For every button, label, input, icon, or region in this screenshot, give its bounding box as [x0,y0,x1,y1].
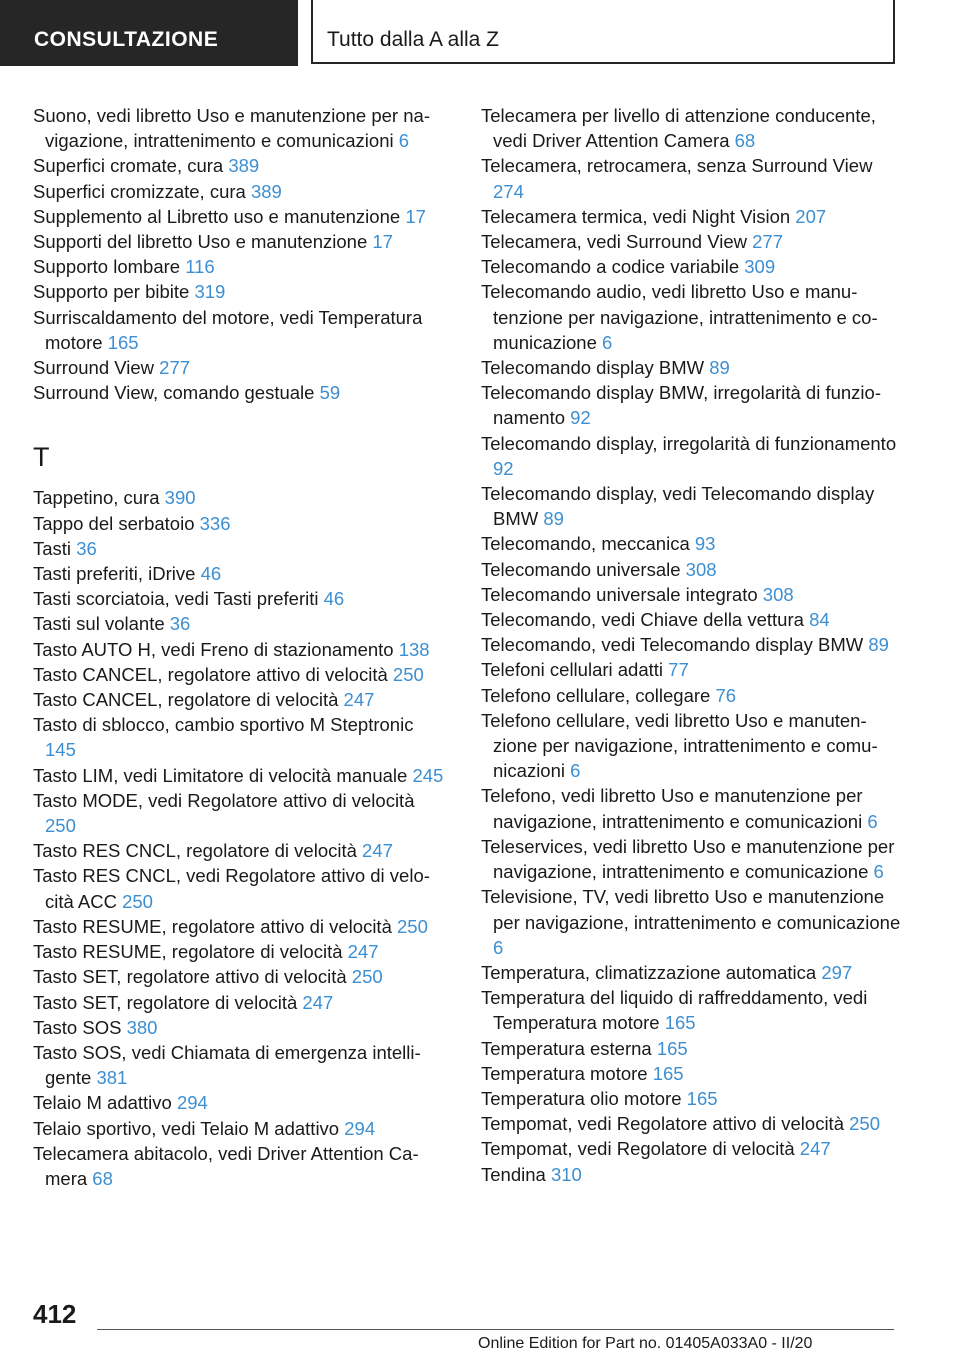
index-entry [481,557,901,582]
index-letter-heading: T [33,442,50,473]
index-entry [481,632,901,657]
index-entry-text: Telaio M adattivo [33,1092,177,1114]
index-entry-text: Tappetino, cura [33,487,165,509]
index-entry [33,1141,448,1191]
index-entry [33,1015,448,1040]
index-entry [481,1111,901,1136]
index-entry [33,586,448,611]
index-entry [481,985,901,1035]
index-entry [33,204,448,229]
index-entry [481,683,901,708]
index-entry-text: Telaio sportivo, vedi Telaio M adattivo [33,1117,345,1139]
page-reference-link[interactable]: 247 [302,991,334,1013]
index-entry [481,607,901,632]
index-entry [481,1086,901,1111]
page-reference-link[interactable]: 6 [867,810,878,832]
index-entry [481,279,901,355]
page-number: 412 [33,1299,77,1329]
page-reference-link[interactable]: 6 [398,130,410,152]
index-entry-text: Superfici cromate, cura [33,155,229,177]
page-reference-link[interactable]: 294 [344,1117,376,1139]
page-reference-link[interactable]: 6 [873,861,884,883]
index-entry-text: Telecomando, meccanica [481,533,695,555]
index-entry [33,637,448,662]
page-reference-link[interactable]: 36 [169,613,191,635]
index-entry-text: Temperatura esterna [481,1037,657,1059]
index-entry-text: Telecomando display BMW, irregolarità di funzionamento [481,382,881,429]
index-entry-text: Televisione, TV, vedi libretto Uso e manutenzione per navigazione, intrattenimento e comunicazione [481,886,901,933]
index-entry [481,582,901,607]
page-reference-link[interactable]: 76 [715,684,737,706]
index-entry [481,884,901,960]
page-reference-link[interactable]: 297 [821,961,853,983]
index-entry-text: Temperatura del liquido di raffreddamento, vedi Temperatura motore [481,987,868,1034]
page-reference-link[interactable]: 68 [92,1167,113,1189]
index-entry [481,834,901,884]
index-entry [33,279,448,304]
index-entry-text: Telecomando display, irregolarità di funzionamento [481,432,897,454]
page-reference-link[interactable]: 207 [795,205,827,227]
index-entry [481,657,901,682]
page-reference-link[interactable]: 6 [602,331,613,353]
index-entry-text: Tasti scorciatoia, vedi Tasti preferiti [33,588,324,610]
index-entry-text: Tasto di sblocco, cambio sportivo M Steptronic [33,714,414,736]
page-reference-link[interactable]: 319 [194,281,226,303]
index-entry [33,485,448,510]
index-entry [33,838,448,863]
index-entry-text: Tasto SET, regolatore di velocità [33,991,303,1013]
index-entry [481,153,901,203]
page-reference-link[interactable]: 250 [45,815,76,837]
page-reference-link[interactable]: 245 [412,764,444,786]
index-entry [481,254,901,279]
index-entry [481,481,901,531]
index-entry-text: Tasto RESUME, regolatore attivo di velocità [33,915,397,937]
index-entry [481,531,901,556]
index-entry [33,229,448,254]
index-entry-text: Tasti preferiti, iDrive [33,563,201,585]
page-reference-link[interactable]: 17 [405,205,426,227]
index-entry-text: Telecamera abitacolo, vedi Driver Attention Camera [33,1142,419,1189]
index-entry-text: Suono, vedi libretto Uso e manutenzione per navigazione, intrattenimento e comunicazioni [33,105,430,152]
index-entry [481,783,901,833]
index-entry-text: Telecomando, vedi Telecomando display BMW [481,634,869,656]
index-entry [33,788,448,838]
page-reference-link[interactable]: 390 [164,487,196,509]
page-reference-link[interactable]: 93 [694,533,716,555]
page-reference-link[interactable]: 165 [107,331,139,353]
index-entry-text: Telecomando universale [481,558,686,580]
page-reference-link[interactable]: 380 [126,1016,158,1038]
page-reference-link[interactable]: 308 [685,558,717,580]
page-reference-link[interactable]: 250 [397,915,428,937]
index-entry-text: Telecomando display BMW [481,357,710,379]
page-reference-link[interactable]: 294 [176,1092,208,1114]
index-entry-text: Tasto SOS, vedi Chiamata di emergenza intelligente [33,1041,421,1089]
index-entry [33,561,448,586]
page-header [0,0,960,66]
index-entry [481,355,901,380]
index-entry-text: Supporto per bibite [33,281,195,303]
index-entry-text: Tendina [481,1163,551,1185]
index-entry [481,204,901,229]
index-entry [33,611,448,636]
page-reference-link[interactable]: 389 [228,155,260,177]
page-reference-link[interactable]: 165 [656,1037,688,1059]
index-entry-text: Temperatura, climatizzazione automatica [481,961,822,983]
section-tab: CONSULTAZIONE [0,0,298,66]
page-reference-link[interactable]: 250 [849,1113,881,1135]
page-reference-link[interactable]: 68 [734,130,756,152]
index-entry [33,254,448,279]
page-reference-link[interactable]: 6 [570,760,581,782]
index-entry [33,305,448,355]
index-entry [481,960,901,985]
page-reference-link[interactable]: 84 [809,609,830,631]
index-entry [33,153,448,178]
index-entry [33,1116,448,1141]
index-entry [481,229,901,254]
index-entry [33,1040,448,1090]
index-entry-text: Telecomando display, vedi Telecomando display BMW [481,483,875,530]
index-entry [33,662,448,687]
page-reference-link[interactable]: 165 [652,1062,684,1084]
page-reference-link[interactable]: 309 [744,256,776,278]
page-reference-link[interactable]: 89 [543,508,564,530]
page-reference-link[interactable]: 381 [96,1067,128,1089]
index-entry-text: Surround View, comando gestuale [33,382,320,404]
page-reference-link[interactable]: 250 [351,966,383,988]
index-column-right [481,103,901,1187]
index-entry-text: Surriscaldamento del motore, vedi Temperatura motore [33,306,423,353]
index-entry-text: Tasto RES CNCL, vedi Regolatore attivo di velocità ACC [33,865,430,912]
page-reference-link[interactable]: 277 [752,231,784,253]
index-entry-text: Tasto RESUME, regolatore di velocità [33,941,348,963]
index-entry-text: Tasto MODE, vedi Regolatore attivo di velocità [33,789,415,811]
index-entry-text: Tasto LIM, vedi Limitatore di velocità manuale [33,764,413,786]
index-entry [33,355,448,380]
page-reference-link[interactable]: 116 [185,256,215,278]
page-reference-link[interactable]: 308 [762,583,794,605]
index-entry [481,1136,901,1161]
index-entry-text: Temperatura motore [481,1062,653,1084]
index-entry-text: Tappo del serbatoio [33,512,200,534]
page-reference-link[interactable]: 89 [868,634,889,656]
page-reference-link[interactable]: 247 [343,689,375,711]
page-reference-link[interactable]: 138 [398,638,430,660]
index-entry [481,380,901,430]
page-reference-link[interactable]: 145 [45,739,76,761]
index-entry-text: Superfici cromizzate, cura [33,180,251,202]
page-reference-link[interactable]: 165 [664,1012,696,1034]
page-reference-link[interactable]: 274 [493,180,524,202]
page-reference-link[interactable]: 59 [319,382,341,404]
page-reference-link[interactable]: 77 [668,659,689,681]
index-entry [33,536,448,561]
index-entry [33,763,448,788]
page-reference-link[interactable]: 92 [493,457,514,479]
index-entry-text: Tasto RES CNCL, regolatore di velocità [33,840,363,862]
page-reference-link[interactable]: 89 [709,357,730,379]
index-entry [481,103,901,153]
index-entry [33,103,448,153]
page-reference-link[interactable]: 389 [250,180,282,202]
index-entry-text: Supplemento al Libretto uso e manutenzione [33,205,406,227]
index-entry [33,1090,448,1115]
index-entry [33,380,448,405]
page-reference-link[interactable]: 277 [159,357,191,379]
index-entry-text: Tasto CANCEL, regolatore attivo di velocità [33,663,393,685]
page-reference-link[interactable]: 165 [686,1087,718,1109]
index-entry-text: Telecomando, vedi Chiave della vettura [481,609,810,631]
index-entry-text: Tasti sul volante [33,613,170,635]
page-reference-link[interactable]: 250 [122,890,153,912]
index-entry [33,511,448,536]
chapter-title: Tutto dalla A alla Z [311,0,895,64]
index-entry-text: Tempomat, vedi Regolatore attivo di velocità [481,1113,850,1135]
page-reference-link[interactable]: 17 [372,231,393,253]
page-reference-link[interactable]: 46 [200,563,222,585]
index-column-left [33,103,448,1191]
index-entry [481,708,901,784]
index-entry-text: Telecamera, retrocamera, senza Surround View [481,155,873,177]
footer-edition: Online Edition for Part no. 01405A033A0 - II/20 [478,1335,813,1352]
page-reference-link[interactable]: 247 [347,941,379,963]
index-entry-text: Telecamera per livello di attenzione conducente, vedi Driver Attention Camera [481,105,876,152]
index-entry-text: Telefono, vedi libretto Uso e manutenzione per navigazione, intrattenimento e comunicazioni [481,785,868,832]
index-entry-text: Supporto lombare [33,256,186,278]
page-reference-link[interactable]: 247 [362,840,393,862]
index-entry-text: Tasto SOS [33,1016,127,1038]
index-entry [33,964,448,989]
index-entry-text: Supporti del libretto Uso e manutenzione [33,231,373,253]
index-entry-text: Tasto AUTO H, vedi Freno di stazionamento [33,638,399,660]
index-entry-text: Telecamera termica, vedi Night Vision [481,205,796,227]
page-reference-link[interactable]: 310 [550,1163,582,1185]
index-entry-text: Telecomando a codice variabile [481,256,745,278]
page-reference-link[interactable]: 36 [76,537,97,559]
index-entry-text: Tasto SET, regolatore attivo di velocità [33,966,352,988]
page-reference-link[interactable]: 247 [799,1138,831,1160]
index-entry [33,687,448,712]
index-entry [481,1162,901,1187]
page-reference-link[interactable]: 250 [392,663,424,685]
index-entry [33,863,448,913]
footer-divider [97,1329,894,1330]
index-entry [33,939,448,964]
index-entry [33,179,448,204]
index-entry-text: Telecomando audio, vedi libretto Uso e manutenzione per navigazione, intrattenimento e comunicazione [481,281,878,353]
index-entry-text: Surround View [33,357,160,379]
page-reference-link[interactable]: 46 [323,588,345,610]
page-reference-link[interactable]: 92 [570,407,591,429]
index-entry [33,712,448,762]
index-entry-text: Tempomat, vedi Regolatore di velocità [481,1138,800,1160]
page-reference-link[interactable]: 336 [199,512,231,534]
index-entry [33,914,448,939]
index-entry [33,990,448,1015]
index-entry-text: Teleservices, vedi libretto Uso e manutenzione per navigazione, intrattenimento e comunicazione [481,835,895,883]
index-entry [481,1036,901,1061]
index-entry [481,1061,901,1086]
page-reference-link[interactable]: 6 [493,936,504,958]
index-entry-text: Telefono cellulare, collegare [481,684,716,706]
index-entry [481,431,901,481]
index-entry-text: Telefoni cellulari adatti [481,659,669,681]
index-entry-text: Telecamera, vedi Surround View [481,231,753,253]
index-entry-text: Telefono cellulare, vedi libretto Uso e manutenzione per navigazione, intrattenimento e comunicazioni [481,709,878,782]
index-entry-text: Tasto CANCEL, regolatore di velocità [33,689,344,711]
index-entry-text: Telecomando universale integrato [481,583,763,605]
index-entry-text: Temperatura olio motore [481,1087,687,1109]
index-entry-text: Tasti [33,537,77,559]
